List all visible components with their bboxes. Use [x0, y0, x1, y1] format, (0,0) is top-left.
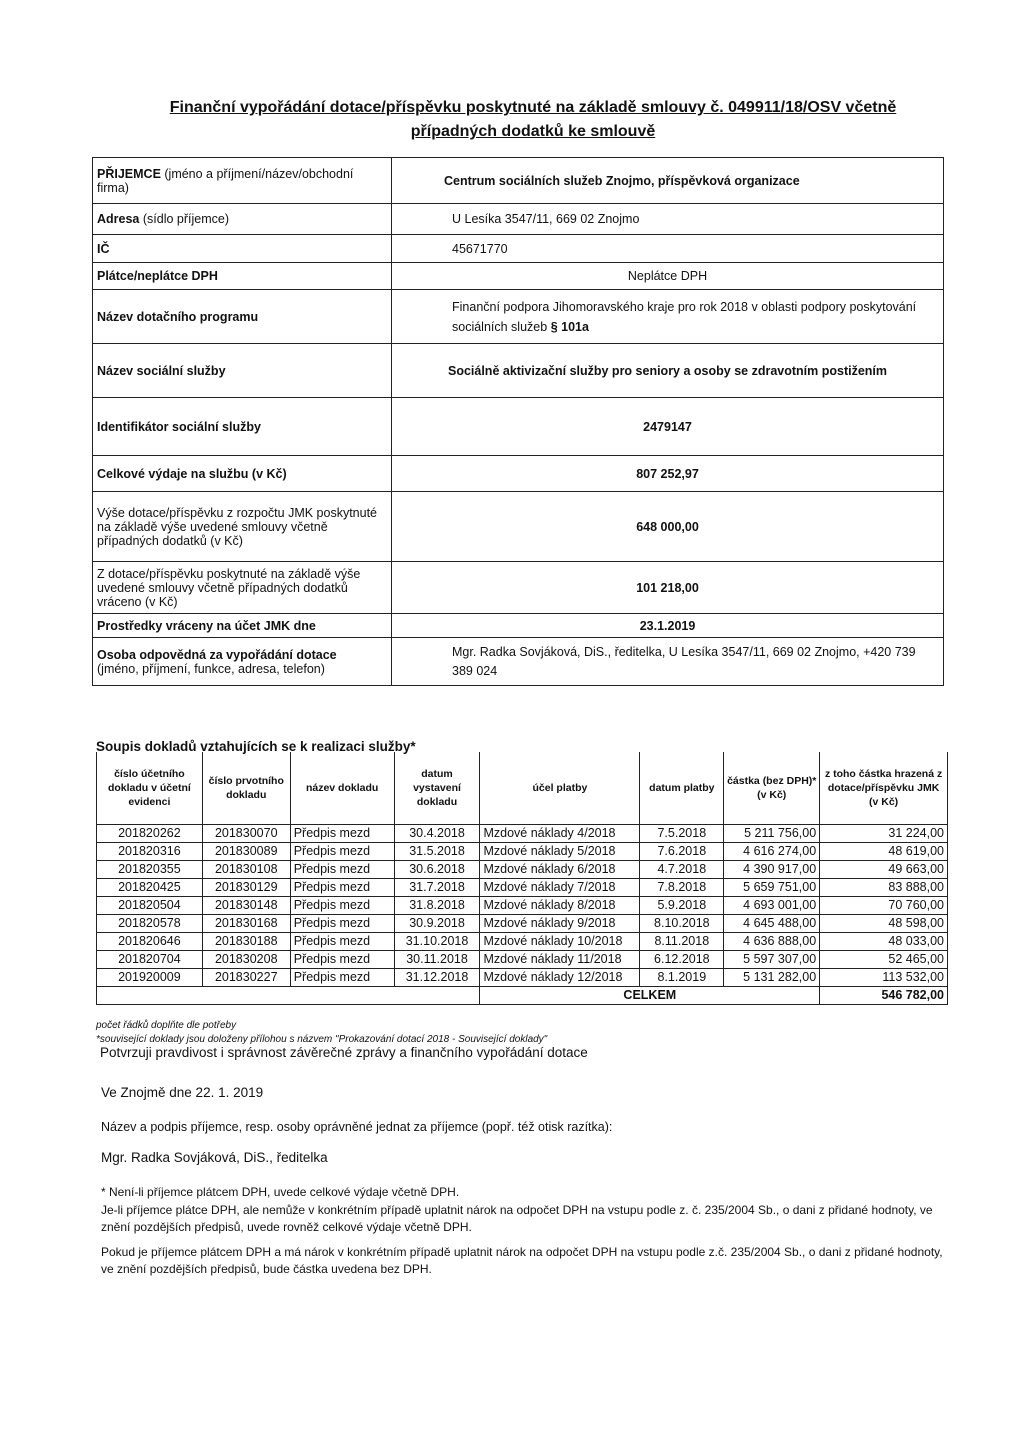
- payment-date-cell: 4.7.2018: [640, 860, 724, 878]
- total-value: 546 782,00: [820, 986, 948, 1004]
- amount-cell: 4 645 488,00: [724, 914, 820, 932]
- accounting-doc-cell: 201920009: [97, 968, 203, 986]
- footnote-2: Je-li příjemce plátce DPH, ale nemůže v konkrétním případě uplatnit nárok na odpočet DPH na vstupu podle z. č. 235/2004 Sb., o dani z přidané hodnoty, ve znění pozdějších předpisů, uvede rovněž celkové výdaje včetně DPH.: [101, 1203, 933, 1234]
- accounting-doc-cell: 201820262: [97, 824, 203, 842]
- header-subsidy-amount: z toho částka hrazená z dotace/příspěvku JMK (v Kč): [820, 752, 948, 824]
- doc-name-cell: Předpis mezd: [290, 860, 394, 878]
- accounting-doc-cell: 201820355: [97, 860, 203, 878]
- purpose-cell: Mzdové náklady 11/2018: [480, 950, 640, 968]
- purpose-cell: Mzdové náklady 7/2018: [480, 878, 640, 896]
- program-label: Název dotačního programu: [93, 290, 392, 344]
- subsidy-amount-cell: 52 465,00: [820, 950, 948, 968]
- subsidy-amount-cell: 48 598,00: [820, 914, 948, 932]
- info-row-returned: [93, 562, 944, 614]
- subsidy-amount-cell: 31 224,00: [820, 824, 948, 842]
- primary-doc-cell: 201830070: [202, 824, 290, 842]
- subsidy-amount-cell: 113 532,00: [820, 968, 948, 986]
- documents-row: [97, 824, 948, 842]
- amount-cell: 5 131 282,00: [724, 968, 820, 986]
- service-id-label: Identifikátor sociální služby: [93, 398, 392, 456]
- amount-cell: 4 636 888,00: [724, 932, 820, 950]
- amount-cell: 4 390 917,00: [724, 860, 820, 878]
- expenses-value: 807 252,97: [392, 456, 944, 492]
- primary-doc-cell: 201830148: [202, 896, 290, 914]
- documents-row: [97, 860, 948, 878]
- ic-label: IČ: [93, 235, 392, 263]
- documents-header-row: [97, 752, 948, 824]
- purpose-cell: Mzdové náklady 6/2018: [480, 860, 640, 878]
- info-row-service-id: [93, 398, 944, 456]
- info-row-vat: [93, 263, 944, 290]
- total-label: CELKEM: [480, 986, 820, 1004]
- purpose-cell: Mzdové náklady 5/2018: [480, 842, 640, 860]
- returned-date-label: Prostředky vráceny na účet JMK dne: [93, 614, 392, 638]
- info-row-returned-date: [93, 614, 944, 638]
- purpose-cell: Mzdové náklady 10/2018: [480, 932, 640, 950]
- issue-date-cell: 31.10.2018: [394, 932, 480, 950]
- payment-date-cell: 6.12.2018: [640, 950, 724, 968]
- service-value: Sociálně aktivizační služby pro seniory a osoby se zdravotním postižením: [392, 344, 944, 398]
- documents-row: [97, 896, 948, 914]
- header-amount: částka (bez DPH)* (v Kč): [724, 752, 820, 824]
- header-doc-name: název dokladu: [290, 752, 394, 824]
- documents-row: [97, 968, 948, 986]
- accounting-doc-cell: 201820704: [97, 950, 203, 968]
- accounting-doc-cell: 201820646: [97, 932, 203, 950]
- primary-doc-cell: 201830188: [202, 932, 290, 950]
- expenses-label: Celkové výdaje na službu (v Kč): [93, 456, 392, 492]
- info-row-address: [93, 204, 944, 235]
- accounting-doc-cell: 201820316: [97, 842, 203, 860]
- documents-row: [97, 842, 948, 860]
- documents-table: [96, 752, 948, 1005]
- responsible-label: Osoba odpovědná za vypořádání dotace (jméno, příjmení, funkce, adresa, telefon): [93, 638, 392, 686]
- doc-name-cell: Předpis mezd: [290, 968, 394, 986]
- issue-date-cell: 31.12.2018: [394, 968, 480, 986]
- doc-name-cell: Předpis mezd: [290, 896, 394, 914]
- address-label: Adresa (sídlo příjemce): [93, 204, 392, 235]
- purpose-cell: Mzdové náklady 9/2018: [480, 914, 640, 932]
- accounting-doc-cell: 201820425: [97, 878, 203, 896]
- documents-title: Soupis dokladů vztahujících se k realizaci služby*: [96, 739, 416, 754]
- signature-label: Název a podpis příjemce, resp. osoby oprávněné jednat za příjemce (popř. též otisk razítka):: [101, 1120, 613, 1134]
- payment-date-cell: 8.11.2018: [640, 932, 724, 950]
- address-value: U Lesíka 3547/11, 669 02 Znojmo: [392, 204, 944, 235]
- attachments-note: *související doklady jsou doloženy přílohou s názvem "Prokazování dotací 2018 - Související doklady": [96, 1034, 548, 1045]
- subsidy-amount-cell: 70 760,00: [820, 896, 948, 914]
- primary-doc-cell: 201830168: [202, 914, 290, 932]
- footnote-3: Pokud je příjemce plátcem DPH a má nárok v konkrétním případě uplatnit nárok na odpočet DPH na vstupu podle z.č. 235/2004 Sb., o dani z přidané hodnoty, ve znění pozdějších předpisů, bude částka uvedena bez DPH.: [101, 1245, 943, 1276]
- documents-row: [97, 878, 948, 896]
- payment-date-cell: 7.5.2018: [640, 824, 724, 842]
- recipient-info-table: [92, 157, 944, 686]
- header-primary-doc: číslo prvotního dokladu: [202, 752, 290, 824]
- issue-date-cell: 31.5.2018: [394, 842, 480, 860]
- documents-row: [97, 932, 948, 950]
- doc-name-cell: Předpis mezd: [290, 914, 394, 932]
- issue-date-cell: 30.6.2018: [394, 860, 480, 878]
- ic-value: 45671770: [392, 235, 944, 263]
- responsible-value: Mgr. Radka Sovjáková, DiS., ředitelka, U Lesíka 3547/11, 669 02 Znojmo, +420 739 389 024: [392, 638, 944, 686]
- place-date-text: Ve Znojmě dne 22. 1. 2019: [101, 1085, 264, 1100]
- amount-cell: 4 693 001,00: [724, 896, 820, 914]
- payment-date-cell: 7.6.2018: [640, 842, 724, 860]
- subsidy-value: 648 000,00: [392, 492, 944, 562]
- amount-cell: 5 597 307,00: [724, 950, 820, 968]
- purpose-cell: Mzdové náklady 4/2018: [480, 824, 640, 842]
- payment-date-cell: 8.10.2018: [640, 914, 724, 932]
- document-title: [118, 96, 948, 144]
- accounting-doc-cell: 201820578: [97, 914, 203, 932]
- payment-date-cell: 7.8.2018: [640, 878, 724, 896]
- payment-date-cell: 5.9.2018: [640, 896, 724, 914]
- purpose-cell: Mzdové náklady 12/2018: [480, 968, 640, 986]
- issue-date-cell: 30.11.2018: [394, 950, 480, 968]
- confirmation-text: Potvrzuji pravdivost i správnost závěrečné zprávy a finančního vypořádání dotace: [100, 1045, 588, 1060]
- amount-cell: 4 616 274,00: [724, 842, 820, 860]
- primary-doc-cell: 201830108: [202, 860, 290, 878]
- documents-row: [97, 950, 948, 968]
- doc-name-cell: Předpis mezd: [290, 950, 394, 968]
- subsidy-label: Výše dotace/příspěvku z rozpočtu JMK poskytnuté na základě výše uvedené smlouvy včetně případných dodatků (v Kč): [93, 492, 392, 562]
- doc-name-cell: Předpis mezd: [290, 824, 394, 842]
- header-issue-date: datum vystavení dokladu: [394, 752, 480, 824]
- rows-note: počet řádků doplňte dle potřeby: [96, 1020, 237, 1031]
- info-row-subsidy: [93, 492, 944, 562]
- documents-body: [97, 824, 948, 986]
- issue-date-cell: 31.7.2018: [394, 878, 480, 896]
- payment-date-cell: 8.1.2019: [640, 968, 724, 986]
- service-id-value: 2479147: [392, 398, 944, 456]
- header-payment-date: datum platby: [640, 752, 724, 824]
- vat-label: Plátce/neplátce DPH: [93, 263, 392, 290]
- issue-date-cell: 30.4.2018: [394, 824, 480, 842]
- recipient-value: Centrum sociálních služeb Znojmo, příspěvková organizace: [392, 158, 944, 204]
- primary-doc-cell: 201830089: [202, 842, 290, 860]
- issue-date-cell: 30.9.2018: [394, 914, 480, 932]
- issue-date-cell: 31.8.2018: [394, 896, 480, 914]
- header-accounting-doc: číslo účetního dokladu v účetní evidenci: [97, 752, 203, 824]
- subsidy-amount-cell: 48 619,00: [820, 842, 948, 860]
- primary-doc-cell: 201830227: [202, 968, 290, 986]
- recipient-label: PŘIJEMCE (jméno a příjmení/název/obchodní firma): [93, 158, 392, 204]
- info-row-ic: [93, 235, 944, 263]
- primary-doc-cell: 201830208: [202, 950, 290, 968]
- accounting-doc-cell: 201820504: [97, 896, 203, 914]
- info-row-expenses: [93, 456, 944, 492]
- returned-label: Z dotace/příspěvku poskytnuté na základě výše uvedené smlouvy včetně případných dodatků vráceno (v Kč): [93, 562, 392, 614]
- amount-cell: 5 659 751,00: [724, 878, 820, 896]
- footnote-1: * Není-li příjemce plátcem DPH, uvede celkové výdaje včetně DPH.: [101, 1185, 460, 1199]
- doc-name-cell: Předpis mezd: [290, 842, 394, 860]
- primary-doc-cell: 201830129: [202, 878, 290, 896]
- documents-row: [97, 914, 948, 932]
- header-purpose: účel platby: [480, 752, 640, 824]
- info-row-program: [93, 290, 944, 344]
- info-row-responsible: [93, 638, 944, 686]
- title-line-1: Finanční vypořádání dotace/příspěvku poskytnuté na základě smlouvy č. 049911/18/OSV včetně: [169, 99, 897, 116]
- total-empty: [97, 986, 480, 1004]
- doc-name-cell: Předpis mezd: [290, 932, 394, 950]
- service-label: Název sociální služby: [93, 344, 392, 398]
- info-row-recipient: [93, 158, 944, 204]
- subsidy-amount-cell: 83 888,00: [820, 878, 948, 896]
- subsidy-amount-cell: 49 663,00: [820, 860, 948, 878]
- program-paragraph-ref: § 101a: [550, 319, 589, 334]
- vat-value: Neplátce DPH: [392, 263, 944, 290]
- subsidy-amount-cell: 48 033,00: [820, 932, 948, 950]
- documents-total-row: [97, 986, 948, 1004]
- returned-date-value: 23.1.2019: [392, 614, 944, 638]
- returned-value: 101 218,00: [392, 562, 944, 614]
- signature-name: Mgr. Radka Sovjáková, DiS., ředitelka: [101, 1150, 328, 1165]
- title-line-2: případných dodatků ke smlouvě: [410, 123, 656, 140]
- doc-name-cell: Předpis mezd: [290, 878, 394, 896]
- purpose-cell: Mzdové náklady 8/2018: [480, 896, 640, 914]
- amount-cell: 5 211 756,00: [724, 824, 820, 842]
- info-row-service: [93, 344, 944, 398]
- program-value: Finanční podpora Jihomoravského kraje pro rok 2018 v oblasti podpory poskytování sociálních služeb § 101a: [392, 290, 944, 344]
